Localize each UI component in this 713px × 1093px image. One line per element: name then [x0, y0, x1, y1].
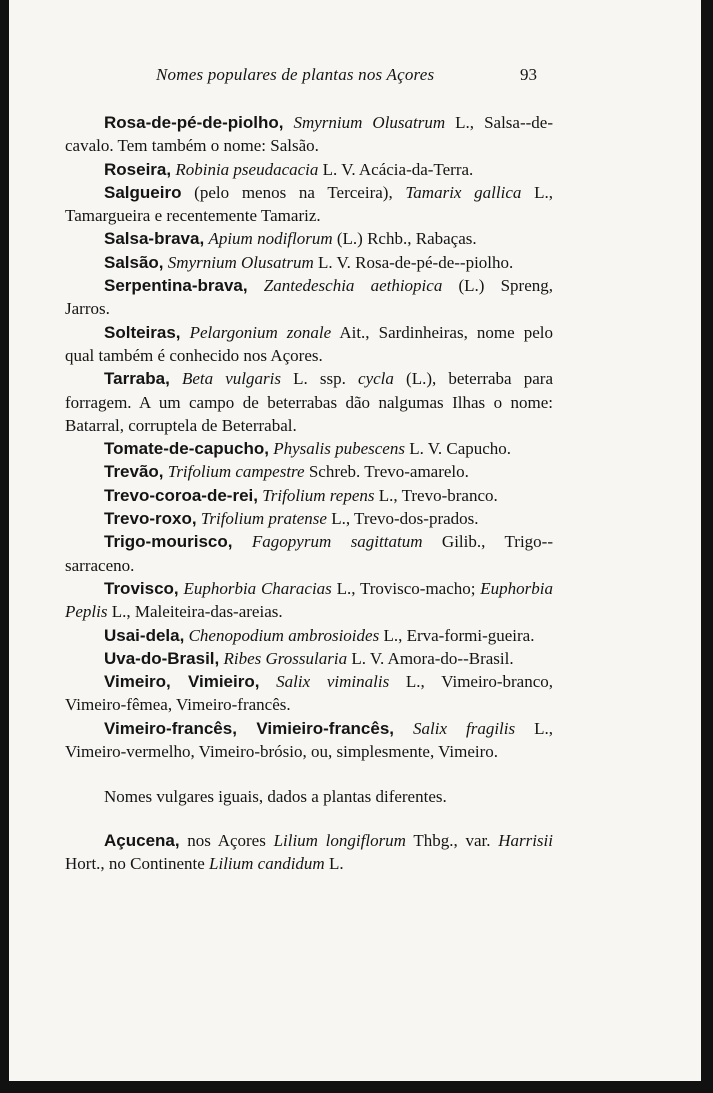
scientific-name: Lilium longiflorum [273, 830, 406, 850]
list-item [65, 530, 553, 577]
entry-text: L. ssp. [280, 369, 359, 389]
list-item [65, 717, 553, 764]
entry-text: L. V. Amora-do--Brasil. [347, 648, 514, 668]
entry-text: (L.), beterraba para forragem. A um campo de beterrabas dão nalgumas Ilhas o nome: Batarral, corruptela de Beterrabal. [65, 369, 553, 435]
list-item [65, 507, 553, 530]
entry-term: Rosa-de-pé-de-piolho, [104, 113, 284, 132]
entry-term: Solteiras, [104, 322, 181, 342]
entry-term: Roseira, [104, 159, 172, 179]
entry-text: L., Maleiteira-das-areias. [107, 602, 283, 622]
entry-text: Thbg., var. [405, 830, 499, 850]
entry-text: nos Açores [179, 830, 274, 850]
scientific-name: Euphorbia Peplis [65, 578, 554, 622]
entry-text: L., Vimeiro-branco, Vimeiro-fêmea, Vimeiro-francês. [65, 672, 554, 715]
entry-text: L. V. Rosa-de-pé-de--piolho. [313, 252, 514, 272]
entry-text: L. V. Capucho. [404, 439, 512, 459]
entry-text: L., Tamargueira e recentemente Tamariz. [65, 182, 553, 226]
entry-term: Salsão, [104, 252, 164, 272]
list-item [65, 274, 553, 321]
entry-text: L., Salsa--de-cavalo. Tem também o nome: Salsão. [65, 113, 553, 156]
scientific-name: Harrisii [498, 830, 553, 850]
page-body [65, 111, 553, 875]
list-item [65, 460, 553, 483]
entry-term: Trevo-coroa-de-rei, [104, 485, 258, 505]
list-item [65, 484, 553, 507]
scientific-name: Beta vulgaris [181, 369, 281, 389]
scientific-name: Salix fragilis [413, 718, 516, 738]
entry-term: Vimeiro, Vimieiro, [104, 672, 260, 692]
entry-text: L., Vimeiro-vermelho, Vimeiro-brósio, ou, simplesmente, Vimeiro. [65, 718, 553, 762]
list-item [65, 158, 553, 181]
scientific-name: Euphorbia Characias [183, 578, 332, 598]
entry-text: Schreb. Trevo-amarelo. [304, 462, 469, 482]
scientific-name: Robinia pseudacacia [175, 159, 319, 179]
scientific-name: Trifolium repens [262, 485, 375, 505]
list-item [65, 321, 553, 368]
scientific-name: Fagopyrum sagittatum [251, 532, 423, 552]
scientific-name: Lilium candidum [209, 853, 325, 873]
entry-text: Hort., no Continente [65, 853, 210, 873]
entry-text: (L.) Rchb., Rabaças. [332, 229, 477, 249]
entry-text: (L.) Spreng, Jarros. [65, 276, 553, 319]
entry-text: L. [324, 853, 344, 873]
entry-text: L., Trevo-dos-prados. [326, 509, 479, 529]
scientific-name: Trifolium campestre [167, 462, 305, 482]
entry-text: L. V. Acácia-da-Terra. [318, 159, 474, 179]
entry-term: Vimeiro-francês, Vimieiro-francês, [104, 718, 395, 738]
entry-term: Salsa-brava, [104, 229, 205, 249]
list-item [65, 437, 553, 460]
entry-term: Trigo-mourisco, [104, 532, 233, 552]
entry-term: Tarraba, [104, 369, 170, 389]
entry-term: Usai-dela, [104, 625, 185, 645]
entry-text: L., Trevo-branco. [374, 485, 498, 505]
entry-text: Ait., Sardinheiras, nome pelo qual também é conhecido nos Açores. [65, 322, 553, 365]
scientific-name: Ribes Grossularia [223, 648, 348, 668]
page-header [9, 63, 701, 89]
scientific-name: Physalis pubescens [273, 439, 405, 459]
entry-term: Trevão, [104, 462, 164, 482]
entry-text: L., Trovisco-macho; [331, 578, 481, 598]
scientific-name: Apium nodiflorum [208, 229, 333, 249]
entry-term: Trovisco, [104, 578, 179, 598]
entry-term: Salgueiro [104, 182, 182, 202]
scientific-name: Tamarix gallica [405, 182, 522, 202]
entry-term: Açucena, [104, 830, 180, 850]
scientific-name: Smyrnium Olusatrum [167, 252, 314, 272]
scientific-name: Salix viminalis [276, 672, 390, 692]
list-item [65, 111, 553, 158]
entry-text: (pelo menos na Terceira), [181, 182, 406, 202]
list-item [65, 181, 553, 228]
scientific-name: Trifolium pratense [200, 509, 327, 529]
scientific-name: Smyrnium Olusatrum [293, 113, 446, 132]
list-item [65, 647, 553, 670]
entry-text: L., Erva-formi-gueira. [379, 625, 535, 645]
entry-term: Serpentina-brava, [104, 276, 248, 296]
section-note: Nomes vulgares iguais, dados a plantas diferentes. [104, 787, 447, 807]
entry-text: Gilib., Trigo--sarraceno. [65, 532, 554, 575]
list-item [65, 829, 553, 876]
book-page [9, 0, 701, 1081]
page-number: 93 [520, 65, 537, 84]
scientific-name: Pelargonium zonale [189, 322, 332, 342]
running-title: Nomes populares de plantas nos Açores [156, 65, 435, 84]
entry-term: Trevo-roxo, [104, 509, 197, 529]
entry-term: Uva-do-Brasil, [104, 648, 220, 668]
list-item [65, 577, 553, 624]
list-item [65, 227, 553, 250]
list-item [65, 624, 553, 647]
list-item [65, 367, 553, 437]
scientific-name: cycla [358, 369, 394, 389]
scientific-name: Chenopodium ambrosioides [188, 625, 380, 645]
list-item [65, 670, 553, 717]
entry-term: Tomate-de-capucho, [104, 439, 269, 459]
list-item [65, 251, 553, 274]
scientific-name: Zantedeschia aethiopica [263, 276, 443, 296]
